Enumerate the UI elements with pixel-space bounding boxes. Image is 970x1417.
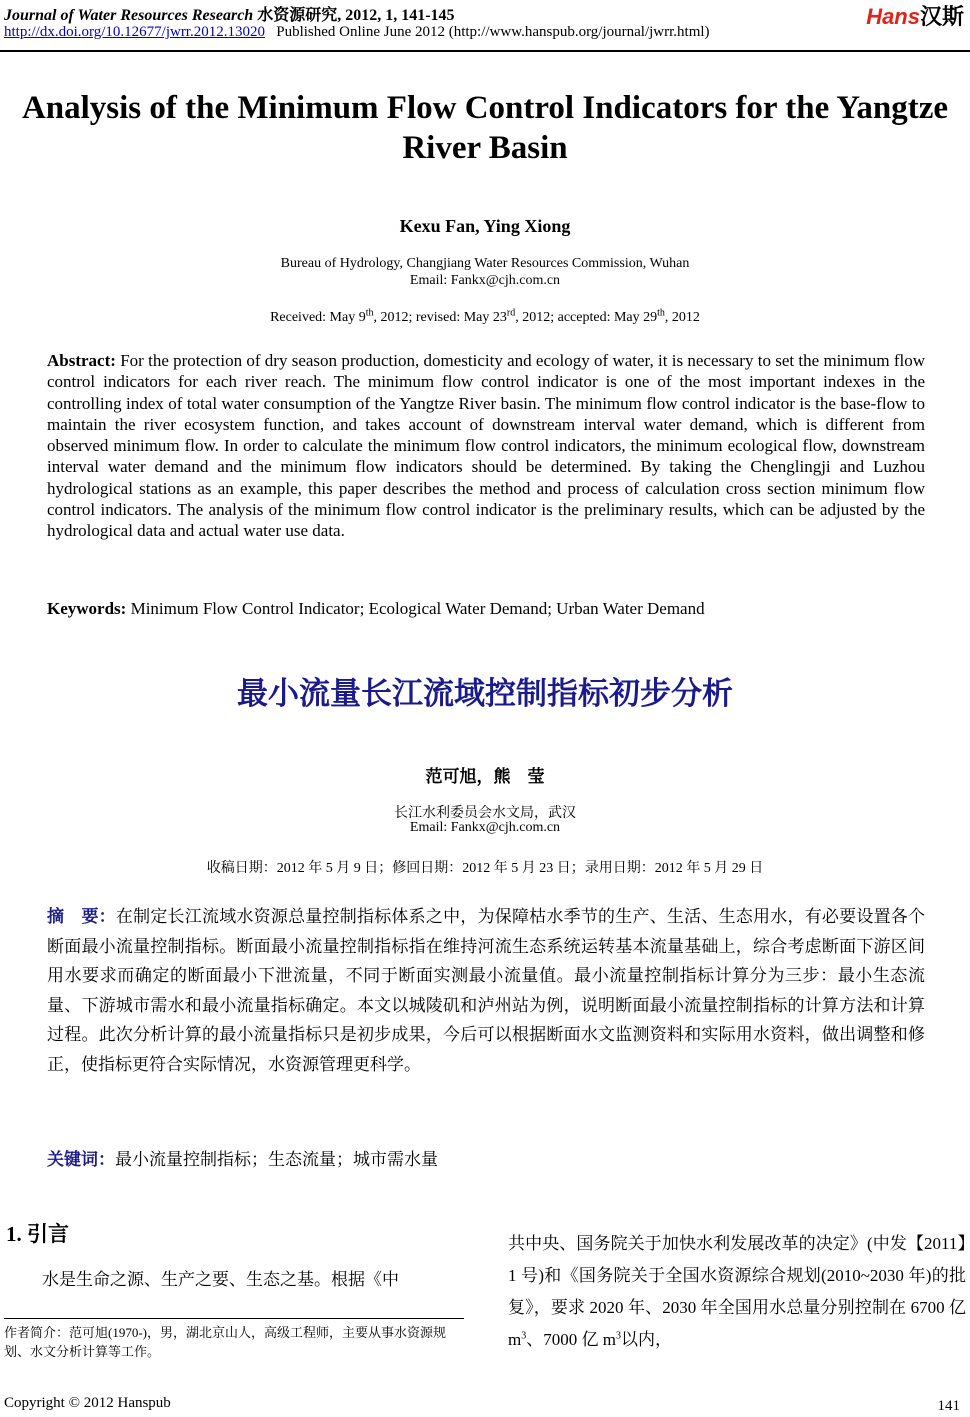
affiliation: Bureau of Hydrology, Changjiang Water Resources Commission, Wuhan (280, 256, 690, 271)
logo-cn: 汉斯 (919, 4, 964, 29)
abstract-label: Abstract: (47, 351, 116, 370)
cn-affiliation: 长江水利委员会水文局，武汉 (394, 806, 576, 821)
journal-name: Journal of Water Resources Research (4, 7, 254, 24)
header-rule (0, 50, 970, 52)
copyright: Copyright © 2012 Hanspub (4, 1395, 171, 1411)
sup: th (365, 307, 374, 319)
logo-en: Hans (866, 4, 920, 29)
section-heading: 1. 引言 (6, 1222, 69, 1246)
keywords (47, 598, 925, 619)
date-end: , 2012 (664, 310, 700, 325)
keywords-label: Keywords: (47, 599, 127, 618)
sup: rd (506, 307, 516, 319)
text: 以内， (620, 1330, 672, 1349)
cn-keywords-label: 关键词： (47, 1150, 115, 1169)
text: 共中央、国务院关于加快水利发展改革的决定》(中发【2011】1 号)和《国务院关于全国水资源综合规划(2010~2030 年)的批复》，要求 2020 年、2030 年全国用水总量分别控制在 6700 亿 m (508, 1234, 966, 1349)
authors: Kexu Fan, Ying Xiong (399, 216, 571, 236)
keywords-text: Minimum Flow Control Indicator; Ecological Water Demand; Urban Water Demand (130, 599, 705, 618)
hans-logo (866, 0, 964, 31)
cn-title: 最小流量长江流域控制指标初步分析 (237, 676, 733, 712)
cn-abstract-label: 摘 要： (47, 907, 116, 926)
doi-link[interactable]: http://dx.doi.org/10.12677/jwrr.2012.13020 (4, 24, 265, 40)
page-number: 141 (937, 1398, 960, 1414)
paper-title: Analysis of the Minimum Flow Control Indicators for the Yangtze River Basin (21, 90, 949, 166)
journal-issue: 水资源研究, 2012, 1, 141-145 (257, 7, 455, 24)
cn-keywords-text: 最小流量控制指标；生态流量；城市需水量 (115, 1150, 438, 1169)
journal-header (4, 2, 455, 25)
cn-abstract (47, 902, 925, 1079)
cn-abstract-text: 在制定长江流域水资源总量控制指标体系之中，为保障枯水季节的生产、生活、生态用水，有必要设置各个断面最小流量控制指标。断面最小流量控制指标指在维持河流生态系统运转基本流量基础上，综合考虑断面下游区间用水要求而确定的断面最小下泄流量，不同于断面实测最小流量值。最小流量控制指标计算分为三步：最小生态流量、下游城市需水和最小流量指标确定。本文以城陵矶和泸州站为例，说明断面最小流量控制指标的计算方法和计算过程。此次分析计算的最小流量指标只是初步成果，今后可以根据断面水文监测资料和实际用水资料，做出调整和修正，使指标更符合实际情况，水资源管理更科学。 (47, 907, 926, 1074)
sup: th (657, 307, 665, 319)
sup: 3 (521, 1330, 527, 1342)
abstract-text: For the protection of dry season production, domesticity and ecology of water, it is necessary to set the minimum flow control indicators for each river reach. The minimum flow control indicator is one of the most important indexes in the controlling index of total water consumption of the Yangtze River basin. The minimum flow control indicator is the base-flow to maintain the river ecosystem function, and takes account of downstream interval water demand, which is different from observed minimum flow. In order to calculate the minimum flow control indicators, the minimum ecological flow, downstream interval water demand and the minimum flow indicators should be determined. By taking the Chenglingji and Luzhou hydrological stations as an example, this paper describes the method and process of calculation cross section minimum flow control indicators. The analysis of the minimum flow control indicator is the preliminary results, which can be adjusted by the hydrological data and actual water use data. (47, 351, 926, 541)
received: Received: May 9 (270, 310, 366, 325)
sup: 3 (615, 1330, 621, 1342)
cn-keywords (47, 1145, 925, 1175)
cn-authors: 范可旭，熊 莹 (425, 767, 545, 786)
text: 、7000 亿 m (526, 1330, 616, 1349)
left-column-text: 水是生命之源、生产之要、生态之基。根据《中 (42, 1270, 399, 1289)
author-footnote: 作者简介：范可旭(1970-)，男，湖北京山人，高级工程师，主要从事水资源规划、水文分析计算等工作。 (4, 1318, 464, 1361)
abstract (47, 350, 925, 542)
accepted: , 2012; accepted: May 29 (515, 310, 658, 325)
right-column-text (508, 1228, 966, 1356)
revised: , 2012; revised: May 23 (373, 310, 507, 325)
cn-dates: 收稿日期：2012 年 5 月 9 日；修回日期：2012 年 5 月 23 日；录用日期：2012 年 5 月 29 日 (206, 861, 764, 876)
published-info: Published Online June 2012 (http://www.hanspub.org/journal/jwrr.html) (276, 24, 710, 40)
dates (0, 307, 970, 326)
cn-email: Email: Fankx@cjh.com.cn (409, 820, 561, 835)
publication-line (4, 24, 710, 41)
email: Email: Fankx@cjh.com.cn (409, 273, 561, 288)
